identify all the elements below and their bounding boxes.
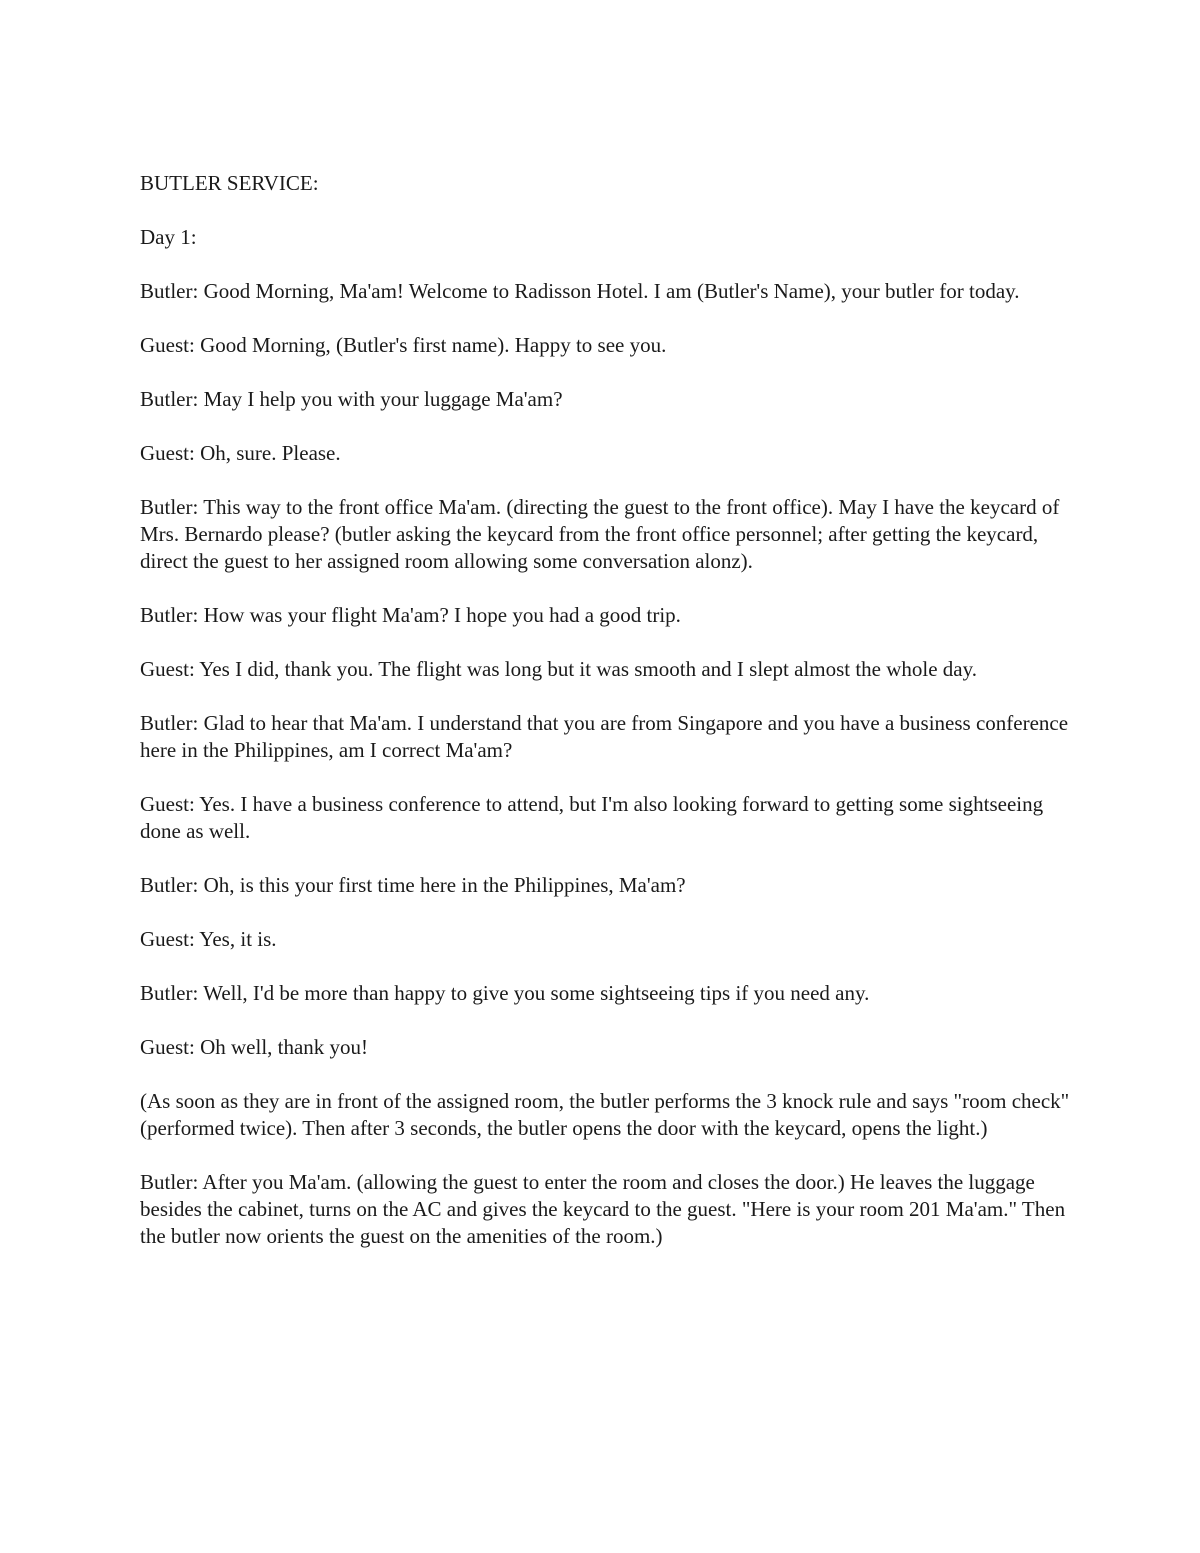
dialogue-paragraph: Butler: After you Ma'am. (allowing the guest to enter the room and closes the door.) He leaves the luggage besides the cabinet, turns on the AC and gives the keycard to the guest. "Here is your room 201 Ma'am." Then the butler now orients the guest on the amenities of the room.) — [140, 1170, 1066, 1248]
dialogue-paragraph: Guest: Yes. I have a business conference to attend, but I'm also looking forward to getting some sightseeing done as well. — [140, 792, 1044, 843]
dialogue-paragraph: Guest: Good Morning, (Butler's first name). Happy to see you. — [140, 333, 667, 357]
stage-direction-paragraph: (As soon as they are in front of the assigned room, the butler performs the 3 knock rule and says "room check" (performed twice). Then after 3 seconds, the butler opens the door with the keycard, opens the light.) — [140, 1089, 1070, 1140]
dialogue-paragraph: Butler: This way to the front office Ma'am. (directing the guest to the front office). May I have the keycard of Mrs. Bernardo please? (butler asking the keycard from the front office personnel; after getting the keycard, direct the guest to her assigned room allowing some conversation alonz). — [140, 495, 1060, 573]
day-heading: Day 1: — [140, 225, 197, 249]
dialogue-paragraph: Guest: Oh, sure. Please. — [140, 441, 341, 465]
dialogue-paragraph: Butler: May I help you with your luggage Ma'am? — [140, 387, 563, 411]
dialogue-paragraph: Guest: Yes, it is. — [140, 927, 277, 951]
document-body — [140, 170, 1070, 1277]
dialogue-paragraph: Guest: Oh well, thank you! — [140, 1035, 369, 1059]
dialogue-paragraph: Butler: Good Morning, Ma'am! Welcome to Radisson Hotel. I am (Butler's Name), your butler for today. — [140, 279, 1020, 303]
dialogue-paragraph: Butler: Oh, is this your first time here in the Philippines, Ma'am? — [140, 873, 686, 897]
dialogue-paragraph: Butler: How was your flight Ma'am? I hope you had a good trip. — [140, 603, 681, 627]
dialogue-paragraph: Butler: Glad to hear that Ma'am. I understand that you are from Singapore and you have a business conference here in the Philippines, am I correct Ma'am? — [140, 711, 1069, 762]
dialogue-paragraph: Guest: Yes I did, thank you. The flight was long but it was smooth and I slept almost the whole day. — [140, 657, 978, 681]
document-title: BUTLER SERVICE: — [140, 171, 319, 195]
dialogue-paragraph: Butler: Well, I'd be more than happy to give you some sightseeing tips if you need any. — [140, 981, 870, 1005]
